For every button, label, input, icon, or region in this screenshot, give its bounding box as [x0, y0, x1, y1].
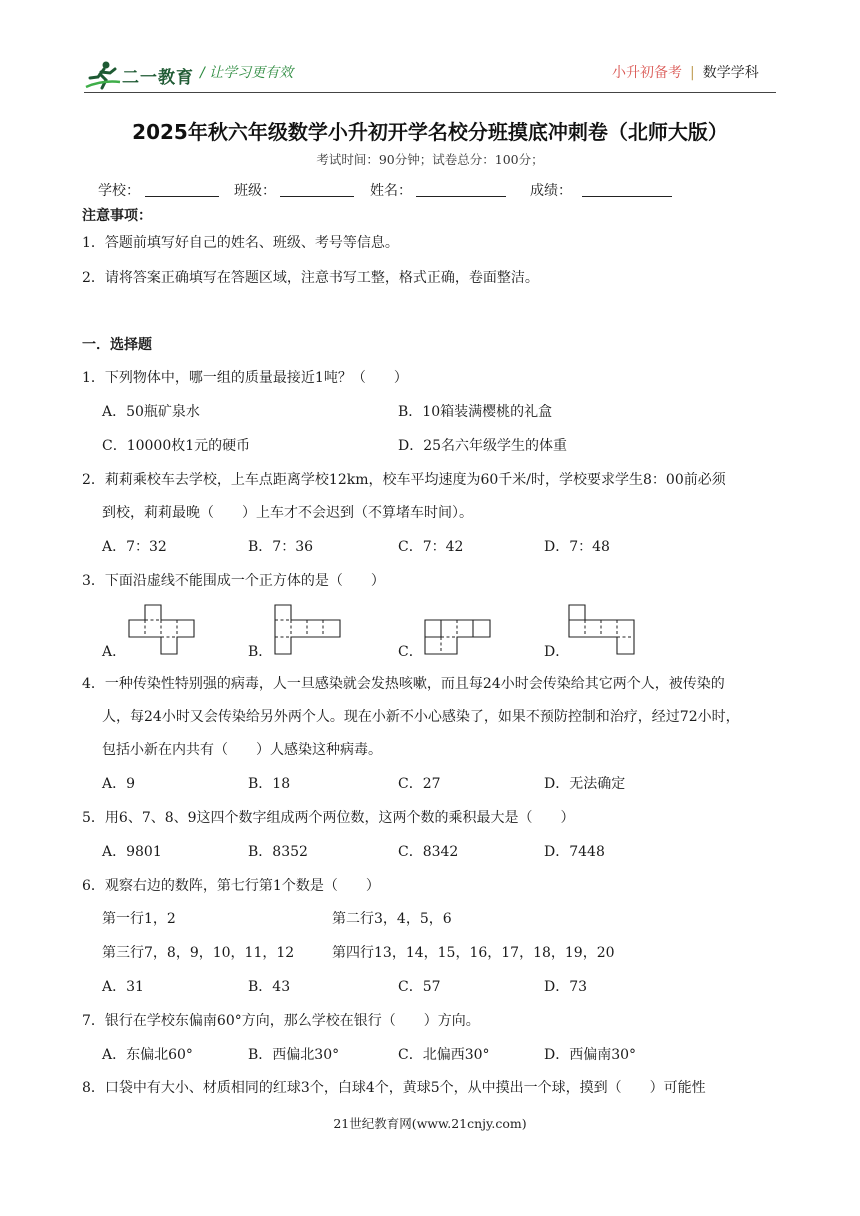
school-field[interactable]: [145, 196, 219, 197]
slogan: / 让学习更有效: [200, 65, 294, 81]
notes-heading: 注意事项：: [82, 208, 152, 224]
option-c: C．7：42: [398, 539, 464, 555]
page-title: 2025年秋六年级数学小升初开学名校分班摸底冲刺卷（北师大版）: [132, 120, 728, 144]
class-label: 班级：: [234, 183, 276, 199]
question-stem: 1．下列物体中，哪一组的质量最接近1吨？（ ）: [82, 370, 408, 386]
number-array-row: 第二行3，4，5，6: [332, 911, 452, 927]
option-c: C．57: [398, 979, 441, 995]
question-stem: 人，每24小时又会传染给另外两个人。现在小新不小心感染了，如果不预防控制和治疗，经过72小时，: [102, 709, 740, 725]
option-d: D．西偏南30°: [544, 1047, 637, 1063]
option-b: B．8352: [248, 844, 308, 860]
question-stem: 包括小新在内共有（ ）人感染这种病毒。: [102, 742, 382, 758]
question-stem: 3．下面沿虚线不能围成一个正方体的是（ ）: [82, 573, 385, 589]
option-c: C．8342: [398, 844, 459, 860]
cube-net-c: [424, 604, 496, 656]
question-stem: 2．莉莉乘校车去学校，上车点距离学校12km，校车平均速度为60千米/时，学校要求学生8：00前必须: [82, 472, 726, 488]
question-stem: 7．银行在学校东偏南60°方向，那么学校在银行（ ）方向。: [82, 1013, 480, 1029]
option-b: B．43: [248, 979, 291, 995]
question-stem: 4．一种传染性特别强的病毒，人一旦感染就会发热咳嗽，而且每24小时会传染给其它两个人，被传染的: [82, 676, 725, 692]
school-label: 学校：: [98, 183, 140, 199]
option-d: D．7：48: [544, 539, 610, 555]
option-a: A．50瓶矿泉水: [102, 404, 200, 420]
exam-tag: 小升初备考: [612, 65, 682, 81]
question-stem: 6．观察右边的数阵，第七行第1个数是（ ）: [82, 878, 380, 894]
option-a: A．9801: [102, 844, 162, 860]
option-b: B．10箱装满樱桃的礼盒: [398, 404, 553, 420]
cube-net-a: [128, 604, 198, 656]
option-a: A．9: [102, 776, 136, 792]
number-array-row: 第四行13，14，15，16，17，18，19，20: [332, 945, 615, 961]
number-array-row: 第三行7，8，9，10，11，12: [102, 945, 295, 961]
running-man-icon: [84, 60, 122, 90]
option-d: D．: [544, 644, 570, 660]
cube-net-d: [568, 604, 638, 656]
option-c: C．10000枚1元的硬币: [102, 438, 251, 454]
logo: [84, 60, 192, 90]
option-c: C．: [398, 644, 423, 660]
section-title: 一．选择题: [82, 337, 152, 353]
header-divider: [84, 92, 776, 93]
option-c: C．27: [398, 776, 441, 792]
number-array-row: 第一行1，2: [102, 911, 176, 927]
header-right: [612, 62, 759, 82]
subject-label: 数学学科: [702, 65, 759, 81]
question-stem: 到校，莉莉最晚（ ）上车才不会迟到（不算堵车时间）。: [102, 505, 473, 521]
score-label: 成绩：: [530, 183, 572, 199]
option-a: A．31: [102, 979, 144, 995]
note-item: 2．请将答案正确填写在答题区域，注意书写工整，格式正确，卷面整洁。: [82, 270, 539, 286]
question-stem: 8．口袋中有大小、材质相同的红球3个，白球4个，黄球5个，从中摸出一个球，摸到（ ）可能性: [82, 1080, 706, 1096]
option-d: D．73: [544, 979, 588, 995]
option-c: C．北偏西30°: [398, 1047, 490, 1063]
exam-info: 考试时间：90分钟；试卷总分：100分；: [316, 152, 544, 167]
option-a: A．: [102, 644, 127, 660]
score-field[interactable]: [582, 196, 672, 197]
option-d: D．25名六年级学生的体重: [398, 438, 568, 454]
option-b: B．: [248, 644, 273, 660]
question-stem: 5．用6、7、8、9这四个数字组成两个两位数，这两个数的乘积最大是（ ）: [82, 810, 575, 826]
option-b: B．西偏北30°: [248, 1047, 340, 1063]
option-b: B．18: [248, 776, 291, 792]
header-separator: |: [690, 65, 695, 81]
option-a: A．东偏北60°: [102, 1047, 193, 1063]
option-d: D．无法确定: [544, 776, 626, 792]
logo-text: 二一教育: [122, 68, 194, 88]
note-item: 1．答题前填写好自己的姓名、班级、考号等信息。: [82, 235, 399, 251]
option-b: B．7：36: [248, 539, 314, 555]
class-field[interactable]: [280, 196, 354, 197]
name-label: 姓名：: [370, 183, 412, 199]
option-a: A．7：32: [102, 539, 167, 555]
option-d: D．7448: [544, 844, 605, 860]
cube-net-b: [274, 604, 342, 656]
name-field[interactable]: [416, 196, 506, 197]
page-footer: 21世纪教育网(www.21cnjy.com): [333, 1116, 527, 1131]
